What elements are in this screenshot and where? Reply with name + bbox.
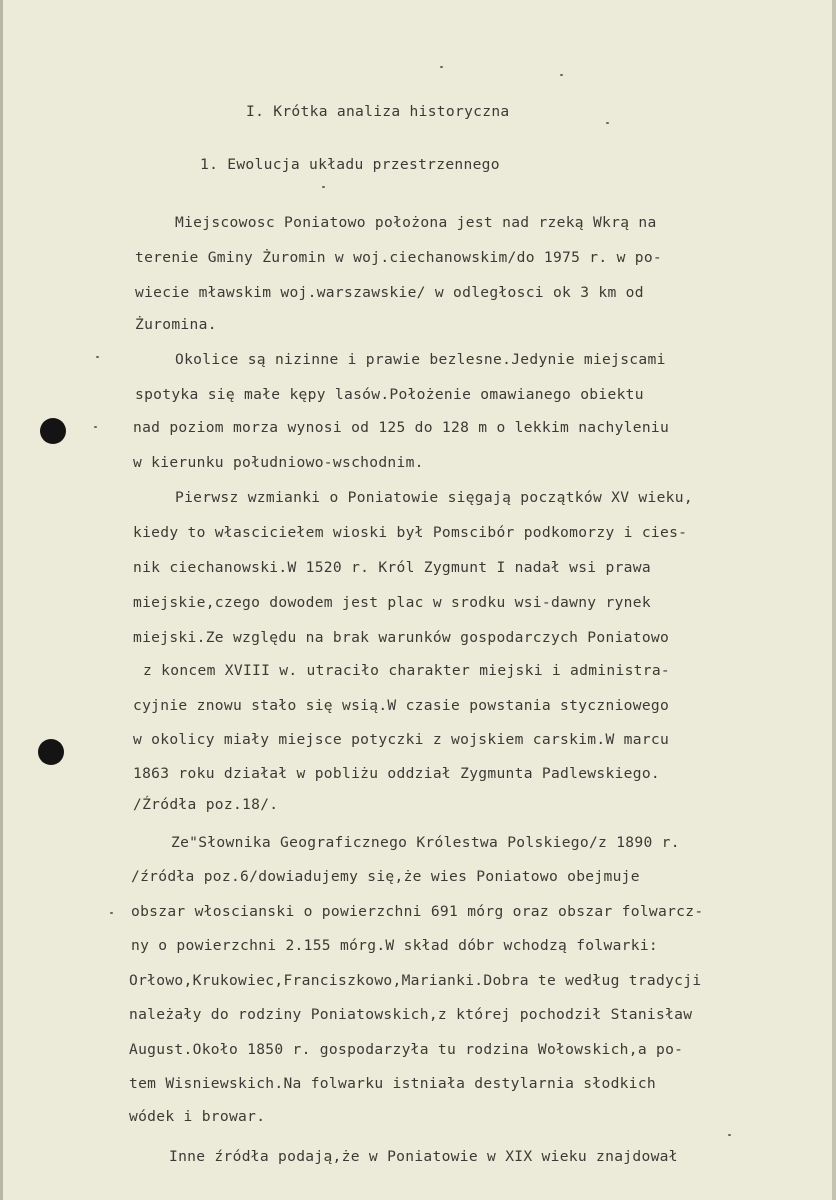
text-line: kiedy to własciciełem wioski był Pomscibór podkomorzy i cies-	[133, 524, 688, 541]
text-line: /Źródła poz.18/.	[133, 796, 279, 813]
scan-speck	[94, 426, 97, 428]
text-line: nad poziom morza wynosi od 125 do 128 m o lekkim nachyleniu	[133, 419, 670, 436]
scan-speck	[440, 66, 443, 68]
scan-speck	[560, 74, 563, 76]
punch-hole-top	[40, 418, 66, 444]
text-line: Orłowo,Krukowiec,Franciszkowo,Marianki.Dobra te według tradycji	[129, 972, 702, 989]
scan-speck	[322, 186, 325, 188]
text-line: August.Około 1850 r. gospodarzyła tu rodzina Wołowskich,a po-	[129, 1041, 684, 1058]
text-line: Miejscowosc Poniatowo położona jest nad rzeką Wkrą na	[175, 214, 657, 231]
text-line: miejski.Ze względu na brak warunków gospodarczych Poniatowo	[133, 629, 670, 646]
text-line: wiecie mławskim woj.warszawskie/ w odległosci ok 3 km od	[135, 284, 644, 301]
text-line: Żuromina.	[135, 316, 217, 333]
text-line: z koncem XVIII w. utraciło charakter miejski i administra-	[143, 662, 670, 679]
text-line: tem Wisniewskich.Na folwarku istniała destylarnia słodkich	[129, 1075, 656, 1092]
text-line: wódek i browar.	[129, 1108, 266, 1125]
text-line: spotyka się małe kępy lasów.Położenie omawianego obiektu	[135, 386, 644, 403]
heading: I. Krótka analiza historyczna	[246, 103, 510, 120]
text-line: terenie Gminy Żuromin w woj.ciechanowskim/do 1975 r. w po-	[135, 249, 662, 266]
text-line: w kierunku południowo-wschodnim.	[133, 454, 424, 471]
text-line: Inne źródła podają,że w Poniatowie w XIX wieku znajdował	[169, 1148, 678, 1165]
text-line: /źródła poz.6/dowiadujemy się,że wies Poniatowo obejmuje	[131, 868, 640, 885]
text-line: Ze"Słownika Geograficznego Królestwa Polskiego/z 1890 r.	[171, 834, 680, 851]
text-line: w okolicy miały miejsce potyczki z wojskiem carskim.W marcu	[133, 731, 670, 748]
text-line: Okolice są nizinne i prawie bezlesne.Jedynie miejscami	[175, 351, 666, 368]
text-line: obszar włoscianski o powierzchni 691 mórg oraz obszar folwarcz-	[131, 903, 704, 920]
scan-speck	[110, 912, 113, 914]
text-line: cyjnie znowu stało się wsią.W czasie powstania styczniowego	[133, 697, 670, 714]
text-line: ny o powierzchni 2.155 mórg.W skład dóbr wchodzą folwarki:	[131, 937, 658, 954]
punch-hole-bottom	[38, 739, 64, 765]
text-line: 1863 roku działał w pobliżu oddział Zygmunta Padlewskiego.	[133, 765, 660, 782]
scan-speck	[606, 122, 609, 124]
text-line: należały do rodziny Poniatowskich,z której pochodził Stanisław	[129, 1006, 693, 1023]
scan-speck	[96, 356, 99, 358]
text-line: Pierwsz wzmianki o Poniatowie sięgają początków XV wieku,	[175, 489, 693, 506]
scan-left-edge	[0, 0, 3, 1200]
text-line: nik ciechanowski.W 1520 r. Król Zygmunt I nadał wsi prawa	[133, 559, 651, 576]
scan-right-edge	[832, 0, 836, 1200]
subheading: 1. Ewolucja układu przestrzennego	[200, 156, 500, 173]
text-line: miejskie,czego dowodem jest plac w srodku wsi-dawny rynek	[133, 594, 651, 611]
scan-speck	[728, 1134, 731, 1136]
